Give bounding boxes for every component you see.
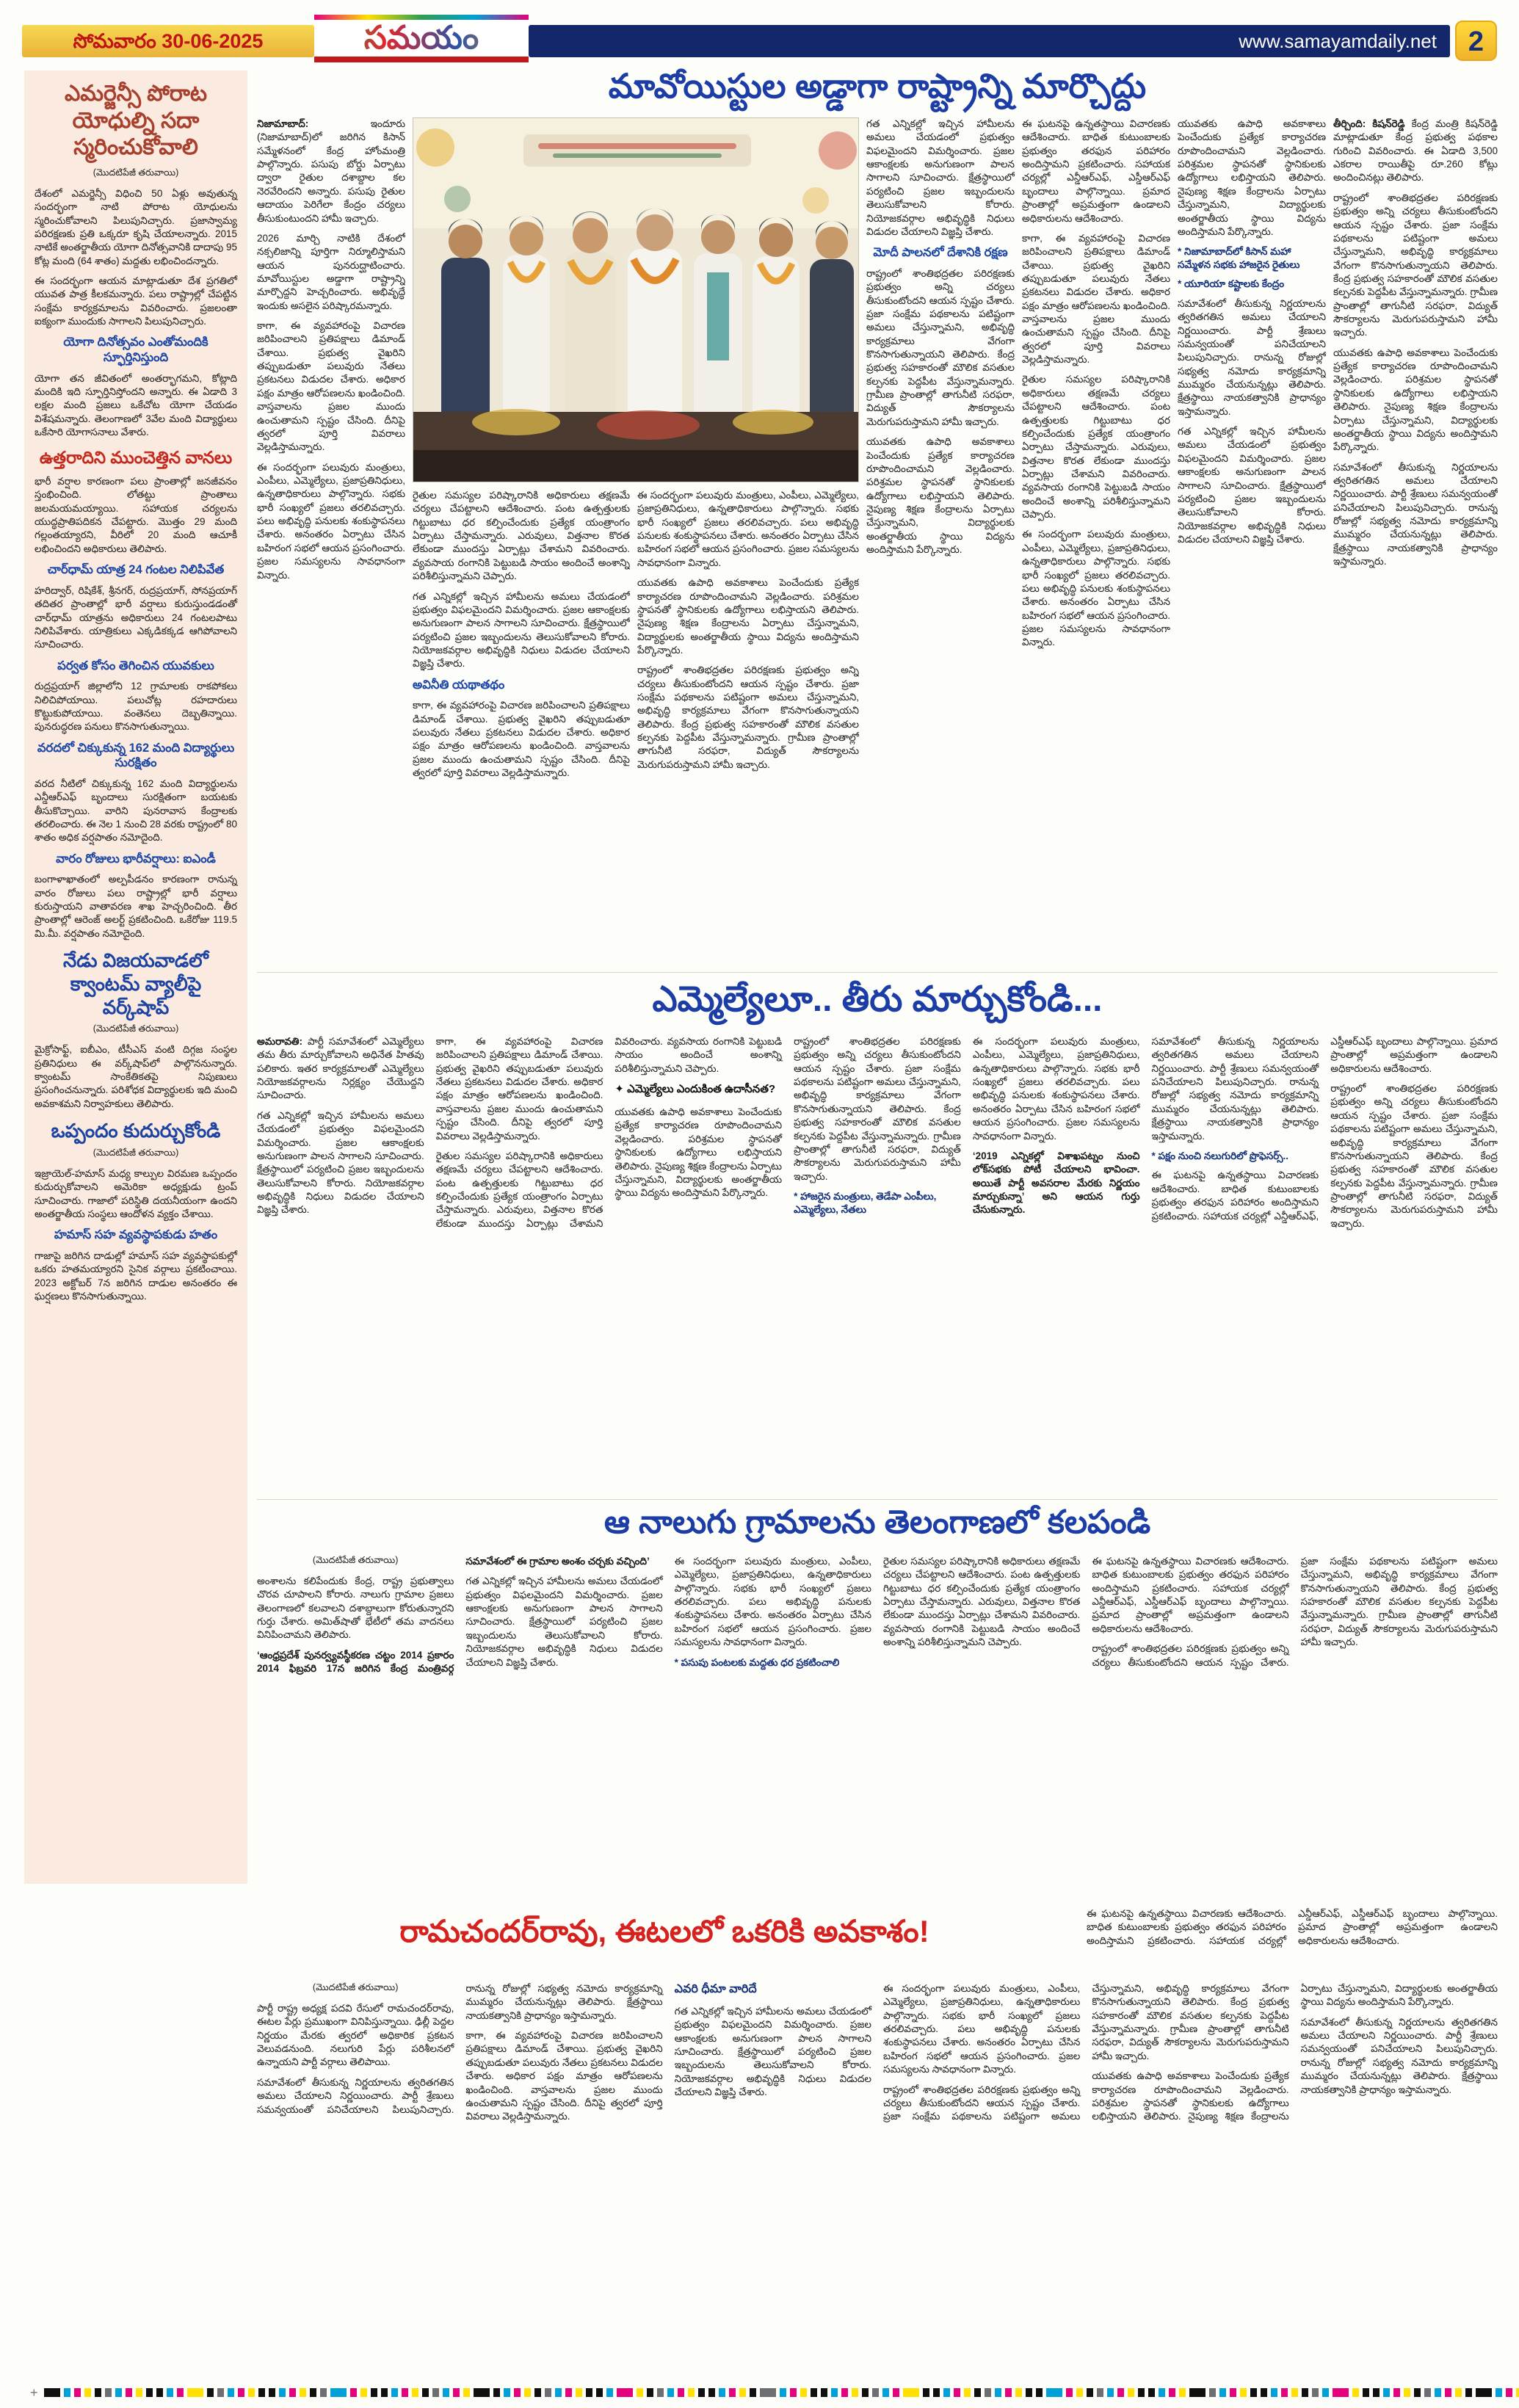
- continuation-note: (మొదటిపేజీ తరువాయి): [312, 1982, 399, 1992]
- color-mark: [1414, 2388, 1421, 2397]
- color-mark: [1281, 2388, 1288, 2397]
- body-paragraph: రాష్ట్రంలో శాంతిభద్రతల పరిరక్షణకు ప్రభుత్వం అన్ని చర్యలు తీసుకుంటోందని ఆయన స్పష్టం చేశారు. ప్రజా సంక్షేమ పథకాలను పటిష్టంగా అమలు చేస్తున్నామని, అభివృద్ధి కార్యక్రమాలు వేగంగా కొనసాగుతున్నాయని తెలిపారు. కేంద్ర ప్రభుత్వ సహకారంతో మౌలిక వసతుల కల్పనకు పెద్దపీట వేస్తున్నామన్నారు. గ్రామీణ ప్రాంతాల్లో తాగునీటి సరఫరా, విద్యుత్ సౌకర్యాలను మెరుగుపరుస్తామని హామీ ఇచ్చారు.: [637, 664, 859, 770]
- color-mark: [350, 2388, 357, 2397]
- quote-paragraph: ‘ఆంధ్రప్రదేశ్ పునర్వ్యవస్థీకరణ చట్టం 2014 ప్రకారం 2014 ఫిబ్రవరి 17న జరిగిన కేంద్ర మంత్రివర్గ సమావేశంలో ఈ గ్రామాల అంశం చర్చకు వచ్చింది’: [257, 1556, 650, 1675]
- article-headline: ఎమర్జెన్సీ పోరాట యోధుల్ని సదా స్మరించుకోవాలి: [64, 81, 208, 160]
- body-paragraph: ఈ సందర్భంగా పలువురు మంత్రులు, ఎంపీలు, ఎమ్మెల్యేలు, ప్రజాప్రతినిధులు, ఉన్నతాధికారులు పాల్గొన్నారు. సభకు భారీ సంఖ్యలో ప్రజలు తరలివచ్చారు. పలు అభివృద్ధి పనులకు శంకుస్థాపనలు చేశారు. అనంతరం ఏర్పాటు చేసిన బహిరంగ సభలో ఆయన ప్రసంగించారు. ప్రజల సమస్యలను సావధానంగా విన్నారు.: [637, 490, 859, 568]
- color-mark: [872, 2388, 879, 2397]
- body-paragraph: యువతకు ఉపాధి అవకాశాలు పెంచేందుకు ప్రత్యేక కార్యాచరణ రూపొందించామని వెల్లడించారు. పరిశ్రమల స్థాపనతో స్థానికులకు ఉద్యోగాలు లభిస్తాయని తెలిపారు. నైపుణ్య శిక్షణ కేంద్రాలను ఏర్పాటు చేస్తున్నామని, విద్యార్థులకు అంతర్జాతీయ స్థాయి విద్యను అందిస్తామని పేర్కొన్నారు.: [615, 1106, 783, 1199]
- color-mark: [985, 2388, 991, 2397]
- color-mark: [811, 2388, 817, 2397]
- bullet-line: * నిజామాబాద్‌లో కిసాన్ మహా సమ్మేళన సభకు హాజరైన రైతులు: [1178, 246, 1300, 270]
- color-mark: [1087, 2388, 1093, 2397]
- body-paragraph: యువతకు ఉపాధి అవకాశాలు పెంచేందుకు ప్రత్యేక కార్యాచరణ రూపొందించామని వెల్లడించారు. పరిశ్రమల స్థాపనతో స్థానికులకు ఉద్యోగాలు లభిస్తాయని తెలిపారు. నైపుణ్య శిక్షణ కేంద్రాలను ఏర్పాటు చేస్తున్నామని, విద్యార్థులకు అంతర్జాతీయ స్థాయి విద్యను అందిస్తామని పేర్కొన్నారు.: [637, 577, 859, 656]
- body-paragraph: రైతుల సమస్యల పరిష్కారానికి అధికారులు తక్షణమే చర్యలు చేపట్టాలని ఆదేశించారు. పంట ఉత్పత్తులకు గిట్టుబాటు ధర కల్పించేందుకు ప్రత్యేక యంత్రాంగం ఏర్పాటు చేస్తామన్నారు. ఎరువులు, విత్తనాల కొరత లేకుండా ముందస్తు ఏర్పాట్లు చేశామని వివరించారు. వ్యవసాయ రంగానికి పెట్టుబడి సాయం అందించే అంశాన్ని పరిశీలిస్తున్నామని చెప్పారు.: [1022, 374, 1170, 521]
- article-column: [637, 489, 859, 962]
- body-paragraph: ఈ సందర్భంగా పలువురు మంత్రులు, ఎంపీలు, ఎమ్మెల్యేలు, ప్రజాప్రతినిధులు, ఉన్నతాధికారులు పాల్గొన్నారు. సభకు భారీ సంఖ్యలో ప్రజలు తరలివచ్చారు. పలు అభివృద్ధి పనులకు శంకుస్థాపనలు చేశారు. అనంతరం ఏర్పాటు చేసిన బహిరంగ సభలో ఆయన ప్రసంగించారు. ప్రజల సమస్యలను సావధానంగా విన్నారు.: [972, 1036, 1140, 1142]
- body-paragraph: దేశంలో ఎమర్జెన్సీ విధించి 50 ఏళ్లు అవుతున్న సందర్భంగా నాటి పోరాట యోధులను స్మరించుకోవాలని పిలుపునిచ్చారు. ప్రజాస్వామ్య పరిరక్షణకు ప్రతి ఒక్కరూ కృషి చేయాలన్నారు. 2015 నాటికే అంతర్జాతీయ యోగా దినోత్సవానికి దాదాపు 95 కోట్ల మంది (64 శాతం) మద్దతు లభించిందన్నారు.: [35, 187, 237, 266]
- body-paragraph: ఈ సందర్భంగా పలువురు మంత్రులు, ఎంపీలు, ఎమ్మెల్యేలు, ప్రజాప్రతినిధులు, ఉన్నతాధికారులు పాల్గొన్నారు. సభకు భారీ సంఖ్యలో ప్రజలు తరలివచ్చారు. పలు అభివృద్ధి పనులకు శంకుస్థాపనలు చేశారు. అనంతరం ఏర్పాటు చేసిన బహిరంగ సభలో ఆయన ప్రసంగించారు. ప్రజల సమస్యలను సావధానంగా విన్నారు.: [882, 1983, 1081, 2075]
- color-mark: [657, 2388, 664, 2397]
- color-mark: [964, 2388, 971, 2397]
- article-column: [1333, 117, 1498, 962]
- color-mark: [617, 2388, 633, 2397]
- color-mark: [1445, 2388, 1451, 2397]
- body-paragraph: గాజాపై జరిగిన దాడుల్లో హమాస్ సహ వ్యవస్థాపకుల్లో ఒకరు హతమయ్యారని సైనిక వర్గాలు ప్రకటించాయి. 2023 అక్టోబర్ 7న జరిగిన దాడుల అనంతరం ఈ ఘర్షణలు కొనసాగుతున్నాయి.: [35, 1250, 237, 1302]
- color-mark: [719, 2388, 725, 2397]
- body-paragraph: సమావేశంలో తీసుకున్న నిర్ణయాలను త్వరితగతిన అమలు చేయాలని నిర్ణయించారు. పార్టీ శ్రేణులు సమన్వయంతో పనిచేయాలని పిలుపునిచ్చారు. రానున్న రోజుల్లో సభ్యత్వ నమోదు కార్యక్రమాన్ని ముమ్మరం చేయనున్నట్లు తెలిపారు. క్షేత్రస్థాయి నాయకత్వానికి ప్రాధాన్యం ఇస్తామన్నారు.: [1178, 297, 1326, 417]
- article-headline: నేడు విజయవాడలో క్వాంటమ్ వ్యాలీపై వర్క్‌షాప్: [63, 949, 209, 1018]
- color-mark: [729, 2388, 736, 2397]
- color-mark: [320, 2388, 327, 2397]
- color-mark: [156, 2388, 163, 2397]
- color-mark: [279, 2388, 286, 2397]
- body-paragraph: యువతకు ఉపాధి అవకాశాలు పెంచేందుకు ప్రత్యేక కార్యాచరణ రూపొందించామని వెల్లడించారు. పరిశ్రమల స్థాపనతో స్థానికులకు ఉద్యోగాలు లభిస్తాయని తెలిపారు. నైపుణ్య శిక్షణ కేంద్రాలను ఏర్పాటు చేస్తున్నామని, విద్యార్థులకు అంతర్జాతీయ స్థాయి విద్యను అందిస్తామని పేర్కొన్నారు.: [1178, 118, 1326, 237]
- color-mark: [1496, 2388, 1502, 2397]
- body-paragraph: కాగా, ఈ వ్యవహారంపై విచారణ జరిపించాలని ప్రతిపక్షాలు డిమాండ్ చేశాయి. ప్రభుత్వ వైఖరిని తప్పుబడుతూ పలువురు నేతలు ప్రకటనలు విడుదల చేశారు. అధికార పక్షం మాత్రం ఆరోపణలను ఖండించింది. వాస్తవాలను ప్రజల ముందు ఉంచుతామని స్పష్టం చేసింది. దీనిపై త్వరలో పూర్తి వివరాలు వెల్లడిస్తామన్నారు.: [413, 700, 630, 779]
- article-headline: రామచందర్‌రావు, ఈటలలో ఒకరికి అవకాశం!: [399, 1914, 929, 1948]
- color-mark: [504, 2388, 510, 2397]
- color-mark: [739, 2388, 746, 2397]
- body-paragraph: గత ఎన్నికల్లో ఇచ్చిన హామీలను అమలు చేయడంలో ప్రభుత్వం విఫలమైందని విమర్శించారు. ప్రజల ఆకాంక్షలకు అనుగుణంగా పాలన సాగాలని సూచించారు. క్షేత్రస్థాయిలో పర్యటించి ప్రజల ఇబ్బందులను తెలుసుకోవాలని కోరారు. నియోజకవర్గాల అభివృద్ధికి నిధులు విడుదల చేయాలని విజ్ఞప్తి చేశారు.: [413, 590, 630, 670]
- body-paragraph: భారీ వర్షాల కారణంగా పలు ప్రాంతాల్లో జనజీవనం స్తంభించింది. లోతట్టు ప్రాంతాలు జలమయమయ్యాయి. సహాయక చర్యలను యుద్ధప్రాతిపదికన చేపట్టారు. మొత్తం 29 మంది గల్లంతయ్యారని, వీరిలో 20 మంది ఆచూకీ లభించిందని అధికారులు తెలిపారు.: [35, 476, 237, 554]
- body-paragraph: రాష్ట్రంలో శాంతిభద్రతల పరిరక్షణకు ప్రభుత్వం అన్ని చర్యలు తీసుకుంటోందని ఆయన స్పష్టం చేశారు. ప్రజా సంక్షేమ పథకాలను పటిష్టంగా అమలు చేస్తున్నామని, అభివృద్ధి కార్యక్రమాలు వేగంగా కొనసాగుతున్నాయని తెలిపారు. కేంద్ర ప్రభుత్వ సహకారంతో మౌలిక వసతుల కల్పనకు పెద్దపీట వేస్తున్నామన్నారు. గ్రామీణ ప్రాంతాల్లో తాగునీటి సరఫరా, విద్యుత్ సౌకర్యాలను మెరుగుపరుస్తామని హామీ ఇచ్చారు.: [1333, 192, 1498, 338]
- color-mark: [800, 2388, 807, 2397]
- body-paragraph: మైక్రోసాఫ్ట్, ఐబీఎం, టీసీఎస్ వంటి దిగ్గజ సంస్థల ప్రతినిధులు ఈ వర్క్‌షాప్‌లో పాల్గొననున్నారు. క్వాంటమ్ సాంకేతికతపై నిపుణులు ప్రసంగించనున్నారు. పరిశోధక విద్యార్థులకు ఇది మంచి అవకాశమని నిర్వాహకులు తెలిపారు.: [35, 1044, 237, 1109]
- body-paragraph: యోగా తన జీవితంలో అంతర్భాగమని, కోట్లాది మందికి ఇది స్ఫూర్తినిస్తోందని అన్నారు. ఈ ఏడాది 3 లక్షల మంది ప్రజలు ఒకేచోట యోగా చేయడం విశేషమన్నారు. తెలంగాణలో 3వేల మంది విద్యార్థులు ఒకేసారి యోగాసనాలు వేశారు.: [35, 372, 237, 438]
- color-mark: [64, 2388, 70, 2397]
- continuation-note: (మొదటిపేజీ తరువాయి): [312, 1555, 399, 1565]
- color-mark: [606, 2388, 613, 2397]
- color-mark: [1404, 2388, 1410, 2397]
- website-bar: [529, 25, 1450, 57]
- color-mark: [238, 2388, 244, 2397]
- article-body: [257, 1555, 1498, 1901]
- subheading: యోగా దినోత్సవం ఎంతోమందికి స్ఫూర్తినిస్తుంది: [63, 336, 209, 364]
- color-mark: [1261, 2388, 1267, 2397]
- masthead-stripe: [314, 15, 529, 20]
- body-paragraph: రాష్ట్రంలో శాంతిభద్రతల పరిరక్షణకు ప్రభుత్వం అన్ని చర్యలు తీసుకుంటోందని ఆయన స్పష్టం చేశారు. ప్రజా సంక్షేమ పథకాలను పటిష్టంగా అమలు చేస్తున్నామని, అభివృద్ధి కార్యక్రమాలు వేగంగా కొనసాగుతున్నాయని తెలిపారు. కేంద్ర ప్రభుత్వ సహకారంతో మౌలిక వసతుల కల్పనకు పెద్దపీట వేస్తున్నామన్నారు. గ్రామీణ ప్రాంతాల్లో తాగునీటి సరఫరా, విద్యుత్ సౌకర్యాలను మెరుగుపరుస్తామని హామీ ఇచ్చారు.: [882, 1983, 1289, 2122]
- lead-photo: [413, 117, 859, 482]
- color-mark: [453, 2388, 460, 2397]
- body-paragraph: ఈ సందర్భంగా పలువురు మంత్రులు, ఎంపీలు, ఎమ్మెల్యేలు, ప్రజాప్రతినిధులు, ఉన్నతాధికారులు పాల్గొన్నారు. సభకు భారీ సంఖ్యలో ప్రజలు తరలివచ్చారు. పలు అభివృద్ధి పనులకు శంకుస్థాపనలు చేశారు. అనంతరం ఏర్పాటు చేసిన బహిరంగ సభలో ఆయన ప్రసంగించారు. ప్రజల సమస్యలను సావధానంగా విన్నారు.: [1022, 529, 1170, 648]
- color-mark: [84, 2388, 91, 2397]
- color-mark: [647, 2388, 653, 2397]
- color-mark: [402, 2388, 408, 2397]
- body-paragraph: పార్టీ రాష్ట్ర అధ్యక్ష పదవి రేసులో రామచందర్‌రావు, ఈటల పేర్లు ప్రముఖంగా వినిపిస్తున్నాయి. ఢిల్లీ పెద్దల నిర్ణయం మేరకు త్వరలో అధికారిక ప్రకటన వెలువడనుంది. నలుగురి పేర్లు పరిశీలనలో ఉన్నాయని పార్టీ వర్గాలు తెలిపాయి.: [257, 2003, 454, 2068]
- color-mark: [1271, 2388, 1277, 2397]
- color-mark: [1291, 2388, 1298, 2397]
- color-mark: [1138, 2388, 1145, 2397]
- color-mark: [391, 2388, 398, 2397]
- body-paragraph: కాగా, ఈ వ్యవహారంపై విచారణ జరిపించాలని ప్రతిపక్షాలు డిమాండ్ చేశాయి. ప్రభుత్వ వైఖరిని తప్పుబడుతూ పలువురు నేతలు ప్రకటనలు విడుదల చేశారు. అధికార పక్షం మాత్రం ఆరోపణలను ఖండించింది. వాస్తవాలను ప్రజల ముందు ఉంచుతామని స్పష్టం చేసింది. దీనిపై త్వరలో పూర్తి వివరాలు వెల్లడిస్తామన్నారు.: [465, 2030, 663, 2122]
- article-headline: ఆ నాలుగు గ్రామాలను తెలంగాణలో కలపండి: [603, 1504, 1151, 1540]
- masthead-stripe: [314, 57, 529, 62]
- color-mark: [187, 2388, 203, 2397]
- color-mark: [1066, 2388, 1073, 2397]
- lead-paragraph: అమరావతి: పార్టీ సమావేశంలో ఎమ్మెల్యేలు తమ తీరు మార్చుకోవాలని అధినేత హితవు పలికారు. ఇతర కార్యక్రమాలతో ఎమ్మెల్యేలు నియోజకవర్గాలను నిర్లక్ష్యం చేయొద్దని సూచించారు.: [257, 1036, 424, 1101]
- color-mark: [1230, 2388, 1236, 2397]
- color-mark: [1506, 2388, 1512, 2397]
- color-mark: [1148, 2388, 1155, 2397]
- color-mark: [432, 2388, 439, 2397]
- color-mark: [974, 2388, 981, 2397]
- color-mark: [995, 2388, 1001, 2397]
- continuation-note: (మొదటిపేజీ తరువాయి): [93, 1023, 179, 1034]
- body-paragraph: సమావేశంలో తీసుకున్న నిర్ణయాలను త్వరితగతిన అమలు చేయాలని నిర్ణయించారు. పార్టీ శ్రేణులు సమన్వయంతో పనిచేయాలని పిలుపునిచ్చారు. రానున్న రోజుల్లో సభ్యత్వ నమోదు కార్యక్రమాన్ని ముమ్మరం చేయనున్నట్లు తెలిపారు. క్షేత్రస్థాయి నాయకత్వానికి ప్రాధాన్యం ఇస్తామన్నారు.: [1333, 461, 1498, 567]
- article-column: [1022, 117, 1170, 962]
- color-mark: [1322, 2388, 1329, 2397]
- body-paragraph: సమావేశంలో తీసుకున్న నిర్ణయాలను త్వరితగతిన అమలు చేయాలని నిర్ణయించారు. పార్టీ శ్రేణులు సమన్వయంతో పనిచేయాలని పిలుపునిచ్చారు. రానున్న రోజుల్లో సభ్యత్వ నమోదు కార్యక్రమాన్ని ముమ్మరం చేయనున్నట్లు తెలిపారు. క్షేత్రస్థాయి నాయకత్వానికి ప్రాధాన్యం ఇస్తామన్నారు.: [257, 1983, 663, 2115]
- color-mark: [524, 2388, 531, 2397]
- body-paragraph: ఈ సందర్భంగా పలువురు మంత్రులు, ఎంపీలు, ఎమ్మెల్యేలు, ప్రజాప్రతినిధులు, ఉన్నతాధికారులు పాల్గొన్నారు. సభకు భారీ సంఖ్యలో ప్రజలు తరలివచ్చారు. పలు అభివృద్ధి పనులకు శంకుస్థాపనలు చేశారు. అనంతరం ఏర్పాటు చేసిన బహిరంగ సభలో ఆయన ప్రసంగించారు. ప్రజల సమస్యలను సావధానంగా విన్నారు.: [674, 1556, 871, 1648]
- color-mark: [698, 2388, 705, 2397]
- color-mark: [248, 2388, 255, 2397]
- color-mark: [1312, 2388, 1319, 2397]
- color-mark: [534, 2388, 541, 2397]
- body-paragraph: హరిద్వార్, రిషికేశ్, శ్రీనగర్, రుద్రప్రయాగ్, సోనప్రయాగ్ తదితర ప్రాంతాల్లో భారీ వర్షాలు కురుస్తుండడంతో చార్‌ధామ్ యాత్రను అధికారులు 24 గంటలపాటు నిలిపివేశారు. యాత్రికులు ఎక్కడికక్కడ ఆగిపోవాలని సూచించారు.: [35, 584, 237, 650]
- color-mark: [1393, 2388, 1400, 2397]
- article-body: [257, 1982, 1498, 2379]
- color-mark: [1097, 2388, 1103, 2397]
- color-mark: [555, 2388, 562, 2397]
- color-mark: [1435, 2388, 1441, 2397]
- color-mark: [903, 2388, 919, 2397]
- color-mark: [136, 2388, 142, 2397]
- color-mark: [300, 2388, 306, 2397]
- subheading: వారం రోజులు భారీవర్షాలు: ఐఎండీ: [56, 852, 216, 866]
- color-mark: [545, 2388, 551, 2397]
- subheading: ఎవరి ధీమా వారిదే: [674, 1983, 757, 1995]
- color-mark: [493, 2388, 500, 2397]
- article-column: [866, 117, 1015, 962]
- color-mark: [289, 2388, 296, 2397]
- color-mark: [1005, 2388, 1012, 2397]
- color-mark: [1169, 2388, 1175, 2397]
- color-mark: [933, 2388, 940, 2397]
- color-mark: [1117, 2388, 1124, 2397]
- color-mark: [44, 2388, 60, 2397]
- article-headline: ఒప్పందం కుదుర్చుకోండి: [51, 1120, 221, 1142]
- subheading: అవినీతి యథాతథం: [413, 678, 505, 692]
- body-paragraph: సమావేశంలో తీసుకున్న నిర్ణయాలను త్వరితగతిన అమలు చేయాలని నిర్ణయించారు. పార్టీ శ్రేణులు సమన్వయంతో పనిచేయాలని పిలుపునిచ్చారు. రానున్న రోజుల్లో సభ్యత్వ నమోదు కార్యక్రమాన్ని ముమ్మరం చేయనున్నట్లు తెలిపారు. క్షేత్రస్థాయి నాయకత్వానికి ప్రాధాన్యం ఇస్తామన్నారు.: [1300, 2016, 1498, 2095]
- color-mark: [1036, 2388, 1043, 2397]
- dateline: తీర్చింది: కిషన్‌రెడ్డి: [1333, 118, 1412, 129]
- color-mark: [1465, 2388, 1472, 2397]
- body-paragraph: అంశాలను కలిపేందుకు కేంద్ర, రాష్ట్ర ప్రభుత్వాలు చొరవ చూపాలని కోరారు. నాలుగు గ్రామాల ప్రజలు తెలంగాణలో కలవాలని దశాబ్దాలుగా కోరుతున్నారని గుర్తు చేశారు. అమిత్‌షాతో భేటీలో తమ వాదనలు వినిపించామని తెలిపారు.: [257, 1575, 454, 1641]
- bullet-line: * హాజరైన మంత్రులు, తెడేపా ఎంపీలు, ఎమ్మెల్యేలు, నేతలు: [794, 1190, 937, 1215]
- article-headline: ఎమ్మెల్యేలూ.. తీరు మార్చుకోండి...: [652, 980, 1103, 1019]
- color-mark: [862, 2388, 869, 2397]
- article-body-continuation: [1087, 1907, 1498, 1976]
- color-mark: [1476, 2388, 1492, 2397]
- color-mark: [1189, 2388, 1206, 2397]
- bullet-line: * పక్షం నుంచి నలుగురిలో ప్రొఫెసర్స్..: [1151, 1150, 1288, 1161]
- registration-cross: +: [30, 2385, 38, 2400]
- body-paragraph: ఈ ఘటనపై ఉన్నతస్థాయి విచారణకు ఆదేశించారు. బాధిత కుటుంబాలకు ప్రభుత్వం తరఫున పరిహారం అందిస్తామని ప్రకటించారు. సహాయక చర్యల్లో ఎన్డీఆర్ఎఫ్, ఎస్డీఆర్ఎఫ్ బృందాలు పాల్గొన్నాయి. ప్రమాద ప్రాంతాల్లో అప్రమత్తంగా ఉండాలని అధికారులను ఆదేశించారు.: [1092, 1556, 1289, 1634]
- color-mark: [565, 2388, 572, 2397]
- color-mark: [126, 2388, 132, 2397]
- lead-paragraph: తీర్చింది: కిషన్‌రెడ్డి కేంద్ర మంత్రి కిషన్‌రెడ్డి మాట్లాడుతూ కేంద్ర ప్రభుత్వ పథకాల గురించి వివరించారు. ఈ ఏడాది 3,500 ఎకరాల రాయితీపై రూ.260 కోట్లు అందించినట్లు తెలిపారు.: [1333, 118, 1498, 184]
- color-mark: [74, 2388, 81, 2397]
- body-paragraph: వరద నీటిలో చిక్కుకున్న 162 మంది విద్యార్థులను ఎన్డీఆర్ఎఫ్ బృందాలు సురక్షితంగా బయటకు తీసుకొచ్చాయి. వారిని పునరావాస కేంద్రాలకు తరలించారు. ఈ నెల 1 నుంచి 28 వరకు రాష్ట్రంలో 80 శాతం అధిక వర్షపాతం నమోదైంది.: [35, 777, 237, 844]
- color-mark: [1240, 2388, 1247, 2397]
- color-mark: [1424, 2388, 1431, 2397]
- color-mark: [750, 2388, 756, 2397]
- color-mark: [821, 2388, 827, 2397]
- body-paragraph: యువతకు ఉపాధి అవకాశాలు పెంచేందుకు ప్రత్యేక కార్యాచరణ రూపొందించామని వెల్లడించారు. పరిశ్రమల స్థాపనతో స్థానికులకు ఉద్యోగాలు లభిస్తాయని తెలిపారు. నైపుణ్య శిక్షణ కేంద్రాలను ఏర్పాటు చేస్తున్నామని, విద్యార్థులకు అంతర్జాతీయ స్థాయి విద్యను అందిస్తామని పేర్కొన్నారు.: [1092, 1983, 1498, 2122]
- color-mark: [360, 2388, 367, 2397]
- lead-paragraph: నిజామాబాద్: ఇందూరు (నిజామాబాద్)లో జరిగిన కిసాన్ సమ్మేళనంలో కేంద్ర హోంమంత్రి పాల్గొన్నారు. పసుపు బోర్డు ఏర్పాటు ద్వారా రైతుల దశాబ్దాల కల నెరవేరిందని అన్నారు. పసుపు రైతుల ఆదాయం పెరిగేలా కేంద్రం చర్యలు తీసుకుంటుందని హామీ ఇచ్చారు.: [257, 118, 405, 224]
- body-paragraph: ఈ సందర్భంగా ఆయన మాట్లాడుతూ దేశ ప్రగతిలో యువత పాత్ర కీలకమన్నారు. పలు రాష్ట్రాల్లో చేపట్టిన సంక్షేమ కార్యక్రమాలను వివరించారు. ప్రజలంతా ఐక్యంగా ముందుకు సాగాలని పిలుపునిచ్చారు.: [35, 275, 237, 327]
- masthead: [314, 15, 529, 68]
- article-body: [257, 1035, 1498, 1482]
- color-mark: [1333, 2388, 1349, 2397]
- dateline: అమరావతి:: [257, 1036, 308, 1047]
- color-mark: [258, 2388, 265, 2397]
- dateline: నిజామాబాద్:: [257, 118, 371, 129]
- color-mark: [1026, 2388, 1032, 2397]
- color-mark: [1373, 2388, 1380, 2397]
- body-paragraph: యువతకు ఉపాధి అవకాశాలు పెంచేందుకు ప్రత్యేక కార్యాచరణ రూపొందించామని వెల్లడించారు. పరిశ్రమల స్థాపనతో స్థానికులకు ఉద్యోగాలు లభిస్తాయని తెలిపారు. నైపుణ్య శిక్షణ కేంద్రాలను ఏర్పాటు చేస్తున్నామని, విద్యార్థులకు అంతర్జాతీయ స్థాయి విద్యను అందిస్తామని పేర్కొన్నారు.: [866, 436, 1015, 556]
- color-mark: [1250, 2388, 1257, 2397]
- color-mark: [667, 2388, 674, 2397]
- section-divider: [257, 1499, 1498, 1500]
- color-mark: [217, 2388, 224, 2397]
- color-mark: [474, 2388, 490, 2397]
- bullet-line: * యూరియా కష్టాలకు కేంద్రం: [1178, 278, 1285, 290]
- color-mark: [1128, 2388, 1134, 2397]
- body-paragraph: యువతకు ఉపాధి అవకాశాలు పెంచేందుకు ప్రత్యేక కార్యాచరణ రూపొందించామని వెల్లడించారు. పరిశ్రమల స్థాపనతో స్థానికులకు ఉద్యోగాలు లభిస్తాయని తెలిపారు. నైపుణ్య శిక్షణ కేంద్రాలను ఏర్పాటు చేస్తున్నామని, విద్యార్థులకు అంతర్జాతీయ స్థాయి విద్యను అందిస్తామని పేర్కొన్నారు.: [1333, 347, 1498, 453]
- subheading: చార్‌ధామ్ యాత్ర 24 గంటల నిలిపివేత: [47, 563, 225, 577]
- color-mark: [310, 2388, 316, 2397]
- color-mark: [688, 2388, 695, 2397]
- body-paragraph: రాష్ట్రంలో శాంతిభద్రతల పరిరక్షణకు ప్రభుత్వం అన్ని చర్యలు తీసుకుంటోందని ఆయన స్పష్టం చేశారు. ప్రజా సంక్షేమ పథకాలను పటిష్టంగా అమలు చేస్తున్నామని, అభివృద్ధి కార్యక్రమాలు వేగంగా కొనసాగుతున్నాయని తెలిపారు. కేంద్ర ప్రభుత్వ సహకారంతో మౌలిక వసతుల కల్పనకు పెద్దపీట వేస్తున్నామన్నారు. గ్రామీణ ప్రాంతాల్లో తాగునీటి సరఫరా, విద్యుత్ సౌకర్యాలను మెరుగుపరుస్తామని హామీ ఇచ్చారు.: [866, 267, 1015, 427]
- section-heading: ఉత్తరాదిని ముంచెత్తిన వానలు: [39, 448, 233, 468]
- body-paragraph: రుద్రప్రయాగ్ జిల్లాలోని 12 గ్రామాలకు రాకపోకలు నిలిచిపోయాయి. పలుచోట్ల రహదారులు కొట్టుకుపోయాయి. వంతెనలు దెబ్బతిన్నాయి. పునరుద్ధరణ పనులు కొనసాగుతున్నాయి.: [35, 681, 237, 733]
- color-mark: [381, 2388, 388, 2397]
- color-mark: [576, 2388, 582, 2397]
- body-paragraph: ఇజ్రాయెల్-హమాస్ మధ్య కాల్పుల విరమణ ఒప్పందం కుదుర్చుకోవాలని అమెరికా అధ్యక్షుడు ట్రంప్ సూచించారు. గాజాలో పరిస్థితి దయనీయంగా ఉందని అంతర్జాతీయ సంస్థలు ఆందోళన వ్యక్తం చేశాయి.: [35, 1167, 237, 1219]
- body-paragraph: రాష్ట్రంలో శాంతిభద్రతల పరిరక్షణకు ప్రభుత్వం అన్ని చర్యలు తీసుకుంటోందని ఆయన స్పష్టం చేశారు. ప్రజా సంక్షేమ పథకాలను పటిష్టంగా అమలు చేస్తున్నామని, అభివృద్ధి కార్యక్రమాలు వేగంగా కొనసాగుతున్నాయని తెలిపారు. కేంద్ర ప్రభుత్వ సహకారంతో మౌలిక వసతుల కల్పనకు పెద్దపీట వేస్తున్నామన్నారు. గ్రామీణ ప్రాంతాల్లో తాగునీటి సరఫరా, విద్యుత్ సౌకర్యాలను మెరుగుపరుస్తామని హామీ ఇచ్చారు.: [794, 1036, 961, 1182]
- photo-illustration: [413, 118, 859, 482]
- body-paragraph: రాష్ట్రంలో శాంతిభద్రతల పరిరక్షణకు ప్రభుత్వం అన్ని చర్యలు తీసుకుంటోందని ఆయన స్పష్టం చేశారు. ప్రజా సంక్షేమ పథకాలను పటిష్టంగా అమలు చేస్తున్నామని, అభివృద్ధి కార్యక్రమాలు వేగంగా కొనసాగుతున్నాయని తెలిపారు. కేంద్ర ప్రభుత్వ సహకారంతో మౌలిక వసతుల కల్పనకు పెద్దపీట వేస్తున్నామన్నారు. గ్రామీణ ప్రాంతాల్లో తాగునీటి సరఫరా, విద్యుత్ సౌకర్యాలను మెరుగుపరుస్తామని హామీ ఇచ్చారు.: [1330, 1083, 1498, 1229]
- color-mark: [954, 2388, 960, 2397]
- date-box: సోమవారం 30-06-2025: [22, 25, 314, 57]
- color-mark: [443, 2388, 449, 2397]
- continuation-note: (మొదటిపేజీ తరువాయి): [93, 1147, 179, 1158]
- color-mark: [330, 2388, 347, 2397]
- color-mark: [422, 2388, 429, 2397]
- color-mark: [760, 2388, 776, 2397]
- body-paragraph: కాగా, ఈ వ్యవహారంపై విచారణ జరిపించాలని ప్రతిపక్షాలు డిమాండ్ చేశాయి. ప్రభుత్వ వైఖరిని తప్పుబడుతూ పలువురు నేతలు ప్రకటనలు విడుదల చేశారు. అధికార పక్షం మాత్రం ఆరోపణలను ఖండించింది. వాస్తవాలను ప్రజల ముందు ఉంచుతామని స్పష్టం చేసింది. దీనిపై త్వరలో పూర్తి వివరాలు వెల్లడిస్తామన్నారు.: [435, 1036, 603, 1142]
- body-paragraph: గత ఎన్నికల్లో ఇచ్చిన హామీలను అమలు చేయడంలో ప్రభుత్వం విఫలమైందని విమర్శించారు. ప్రజల ఆకాంక్షలకు అనుగుణంగా పాలన సాగాలని సూచించారు. క్షేత్రస్థాయిలో పర్యటించి ప్రజల ఇబ్బందులను తెలుసుకోవాలని కోరారు. నియోజకవర్గాల అభివృద్ధికి నిధులు విడుదల చేయాలని విజ్ఞప్తి చేశారు.: [257, 1109, 424, 1216]
- color-mark: [167, 2388, 173, 2397]
- body-paragraph: రైతుల సమస్యల పరిష్కారానికి అధికారులు తక్షణమే చర్యలు చేపట్టాలని ఆదేశించారు. పంట ఉత్పత్తులకు గిట్టుబాటు ధర కల్పించేందుకు ప్రత్యేక యంత్రాంగం ఏర్పాటు చేస్తామన్నారు. ఎరువులు, విత్తనాల కొరత లేకుండా ముందస్తు ఏర్పాట్లు చేశామని వివరించారు. వ్యవసాయ రంగానికి పెట్టుబడి సాయం అందించే అంశాన్ని పరిశీలిస్తున్నామని చెప్పారు.: [435, 1036, 783, 1229]
- quote-paragraph: ‘2019 ఎన్నికల్లో విశాఖపట్నం నుంచి లోక్‌సభకు పోటీ చేయాలని భావించా. అయితే పార్టీ అవసరాల మేరకు నిర్ణయం మార్చుకున్నా’ అని ఆయన గుర్తు చేసుకున్నారు.: [972, 1150, 1140, 1216]
- color-mark: [780, 2388, 786, 2397]
- color-mark: [269, 2388, 275, 2397]
- body-paragraph: రైతుల సమస్యల పరిష్కారానికి అధికారులు తక్షణమే చర్యలు చేపట్టాలని ఆదేశించారు. పంట ఉత్పత్తులకు గిట్టుబాటు ధర కల్పించేందుకు ప్రత్యేక యంత్రాంగం ఏర్పాటు చేస్తామన్నారు. ఎరువులు, విత్తనాల కొరత లేకుండా ముందస్తు ఏర్పాట్లు చేశామని వివరించారు. వ్యవసాయ రంగానికి పెట్టుబడి సాయం అందించే అంశాన్ని పరిశీలిస్తున్నామని చెప్పారు.: [882, 1556, 1081, 1648]
- color-mark: [831, 2388, 838, 2397]
- section-divider: [257, 972, 1498, 973]
- boxed-subheading: ✦ ఎమ్మెల్యేలు ఎందుకింత ఉదాసీనత?: [615, 1083, 776, 1096]
- continuation-note: (మొదటిపేజీ తరువాయి): [93, 167, 179, 178]
- color-mark: [463, 2388, 470, 2397]
- color-mark: [1107, 2388, 1114, 2397]
- color-mark: [637, 2388, 643, 2397]
- page-header: [22, 18, 1497, 65]
- body-paragraph: కాగా, ఈ వ్యవహారంపై విచారణ జరిపించాలని ప్రతిపక్షాలు డిమాండ్ చేశాయి. ప్రభుత్వ వైఖరిని తప్పుబడుతూ పలువురు నేతలు ప్రకటనలు విడుదల చేశారు. అధికార పక్షం మాత్రం ఆరోపణలను ఖండించింది. వాస్తవాలను ప్రజల ముందు ఉంచుతామని స్పష్టం చేసింది. దీనిపై త్వరలో పూర్తి వివరాలు వెల్లడిస్తామన్నారు.: [257, 320, 405, 453]
- color-mark: [371, 2388, 377, 2397]
- body-paragraph: కాగా, ఈ వ్యవహారంపై విచారణ జరిపించాలని ప్రతిపక్షాలు డిమాండ్ చేశాయి. ప్రభుత్వ వైఖరిని తప్పుబడుతూ పలువురు నేతలు ప్రకటనలు విడుదల చేశారు. అధికార పక్షం మాత్రం ఆరోపణలను ఖండించింది. వాస్తవాలను ప్రజల ముందు ఉంచుతామని స్పష్టం చేసింది. దీనిపై త్వరలో పూర్తి వివరాలు వెల్లడిస్తామన్నారు.: [1022, 232, 1170, 366]
- body-paragraph: రాష్ట్రంలో శాంతిభద్రతల పరిరక్షణకు ప్రభుత్వం అన్ని చర్యలు తీసుకుంటోందని ఆయన స్పష్టం చేశారు. ప్రజా సంక్షేమ పథకాలను పటిష్టంగా అమలు చేస్తున్నామని, అభివృద్ధి కార్యక్రమాలు వేగంగా కొనసాగుతున్నాయని తెలిపారు. కేంద్ర ప్రభుత్వ సహకారంతో మౌలిక వసతుల కల్పనకు పెద్దపీట వేస్తున్నామన్నారు. గ్రామీణ ప్రాంతాల్లో తాగునీటి సరఫరా, విద్యుత్ సౌకర్యాలను మెరుగుపరుస్తామని హామీ ఇచ్చారు.: [1092, 1556, 1498, 1668]
- subheading: హమాస్ సహ వ్యవస్థాపకుడు హతం: [54, 1228, 218, 1242]
- body-paragraph: ఈ సందర్భంగా పలువురు మంత్రులు, ఎంపీలు, ఎమ్మెల్యేలు, ప్రజాప్రతినిధులు, ఉన్నతాధికారులు పాల్గొన్నారు. సభకు భారీ సంఖ్యలో ప్రజలు తరలివచ్చారు. పలు అభివృద్ధి పనులకు శంకుస్థాపనలు చేశారు. అనంతరం ఏర్పాటు చేసిన బహిరంగ సభలో ఆయన ప్రసంగించారు. ప్రజల సమస్యలను సావధానంగా విన్నారు.: [257, 461, 405, 581]
- color-mark: [790, 2388, 797, 2397]
- color-mark: [1455, 2388, 1462, 2397]
- body-paragraph: గత ఎన్నికల్లో ఇచ్చిన హామీలను అమలు చేయడంలో ప్రభుత్వం విఫలమైందని విమర్శించారు. ప్రజల ఆకాంక్షలకు అనుగుణంగా పాలన సాగాలని సూచించారు. క్షేత్రస్థాయిలో పర్యటించి ప్రజల ఇబ్బందులను తెలుసుకోవాలని కోరారు. నియోజకవర్గాల అభివృద్ధికి నిధులు విడుదల చేయాలని విజ్ఞప్తి చేశారు.: [465, 1575, 663, 1668]
- subheading: పర్వత కోసం తెగించిన యువకులు: [57, 659, 214, 672]
- body-paragraph: బంగాళాఖాతంలో అల్పపీడనం కారణంగా రానున్న వారం రోజులు పలు రాష్ట్రాల్లో భారీ వర్షాలు కురుస్తాయని వాతావరణ శాఖ హెచ్చరించింది. తీర ప్రాంతాల్లో ఆరెంజ్ అలర్ట్ ప్రకటించింది. ఒకేరోజు 119.5 మి.మీ. వర్షపాతం నమోదైంది.: [35, 874, 237, 939]
- color-mark: [1302, 2388, 1308, 2397]
- color-mark: [1209, 2388, 1216, 2397]
- color-mark: [893, 2388, 899, 2397]
- color-mark: [1046, 2388, 1062, 2397]
- color-mark: [1159, 2388, 1165, 2397]
- body-paragraph: ఈ ఘటనపై ఉన్నతస్థాయి విచారణకు ఆదేశించారు. బాధిత కుటుంబాలకు ప్రభుత్వం తరఫున పరిహారం అందిస్తామని ప్రకటించారు. సహాయక చర్యల్లో ఎన్డీఆర్ఎఫ్, ఎస్డీఆర్ఎఫ్ బృందాలు పాల్గొన్నాయి. ప్రమాద ప్రాంతాల్లో అప్రమత్తంగా ఉండాలని అధికారులను ఆదేశించారు.: [1151, 1036, 1498, 1222]
- color-mark: [177, 2388, 184, 2397]
- subheading: వరదలో చిక్కుకున్న 162 మంది విద్యార్థులు సురక్షితం: [37, 741, 235, 770]
- color-mark: [95, 2388, 101, 2397]
- masthead-title: సమయం: [314, 20, 529, 57]
- color-mark: [1076, 2388, 1083, 2397]
- body-paragraph: 2026 మార్చి నాటికి దేశంలో నక్సలిజాన్ని పూర్తిగా నిర్మూలిస్తామని ఆయన పునరుద్ఘాటించారు. మావోయిస్టుల అడ్డాగా రాష్ట్రాన్ని మార్చొద్దని హెచ్చరించారు. అభివృద్ధే ఇందుకు అసలైన పరిష్కారమన్నారు.: [257, 232, 405, 311]
- left-column: [24, 70, 247, 1884]
- article-column: [413, 489, 630, 962]
- color-mark: [207, 2388, 214, 2397]
- color-mark: [586, 2388, 592, 2397]
- color-mark: [943, 2388, 950, 2397]
- color-mark: [1363, 2388, 1369, 2397]
- body-paragraph: ఈ ఘటనపై ఉన్నతస్థాయి విచారణకు ఆదేశించారు. బాధిత కుటుంబాలకు ప్రభుత్వం తరఫున పరిహారం అందిస్తామని ప్రకటించారు. సహాయక చర్యల్లో ఎన్డీఆర్ఎఫ్, ఎస్డీఆర్ఎఫ్ బృందాలు పాల్గొన్నాయి. ప్రమాద ప్రాంతాల్లో అప్రమత్తంగా ఉండాలని అధికారులను ఆదేశించారు.: [1087, 1908, 1498, 1946]
- print-registration-marks: [24, 2386, 1497, 2399]
- body-paragraph: రైతుల సమస్యల పరిష్కారానికి అధికారులు తక్షణమే చర్యలు చేపట్టాలని ఆదేశించారు. పంట ఉత్పత్తులకు గిట్టుబాటు ధర కల్పించేందుకు ప్రత్యేక యంత్రాంగం ఏర్పాటు చేస్తామన్నారు. ఎరువులు, విత్తనాల కొరత లేకుండా ముందస్తు ఏర్పాట్లు చేశామని వివరించారు. వ్యవసాయ రంగానికి పెట్టుబడి సాయం అందించే అంశాన్ని పరిశీలిస్తున్నామని చెప్పారు.: [413, 490, 630, 582]
- color-mark: [596, 2388, 603, 2397]
- color-mark: [1352, 2388, 1359, 2397]
- article-column: [257, 117, 405, 962]
- color-mark: [923, 2388, 929, 2397]
- subheading: మోదీ పాలనలో దేశానికి రక్షణ: [873, 246, 1008, 260]
- color-mark: [678, 2388, 684, 2397]
- body-paragraph: సమావేశంలో తీసుకున్న నిర్ణయాలను త్వరితగతిన అమలు చేయాలని నిర్ణయించారు. పార్టీ శ్రేణులు సమన్వయంతో పనిచేయాలని పిలుపునిచ్చారు. రానున్న రోజుల్లో సభ్యత్వ నమోదు కార్యక్రమాన్ని ముమ్మరం చేయనున్నట్లు తెలిపారు. క్షేత్రస్థాయి నాయకత్వానికి ప్రాధాన్యం ఇస్తామన్నారు.: [1151, 1036, 1319, 1142]
- color-mark: [146, 2388, 153, 2397]
- website-url: www.samayamdaily.net: [1239, 30, 1437, 52]
- color-mark: [1383, 2388, 1390, 2397]
- color-mark: [1179, 2388, 1186, 2397]
- color-mark: [841, 2388, 848, 2397]
- article-column: [1178, 117, 1326, 962]
- body-paragraph: ఈ ఘటనపై ఉన్నతస్థాయి విచారణకు ఆదేశించారు. బాధిత కుటుంబాలకు ప్రభుత్వం తరఫున పరిహారం అందిస్తామని ప్రకటించారు. సహాయక చర్యల్లో ఎన్డీఆర్ఎఫ్, ఎస్డీఆర్ఎఫ్ బృందాలు పాల్గొన్నాయి. ప్రమాద ప్రాంతాల్లో అప్రమత్తంగా ఉండాలని అధికారులను ఆదేశించారు.: [1022, 118, 1170, 224]
- body-paragraph: గత ఎన్నికల్లో ఇచ్చిన హామీలను అమలు చేయడంలో ప్రభుత్వం విఫలమైందని విమర్శించారు. ప్రజల ఆకాంక్షలకు అనుగుణంగా పాలన సాగాలని సూచించారు. క్షేత్రస్థాయిలో పర్యటించి ప్రజల ఇబ్బందులను తెలుసుకోవాలని కోరారు. నియోజకవర్గాల అభివృద్ధికి నిధులు విడుదల చేయాలని విజ్ఞప్తి చేశారు.: [674, 2006, 871, 2098]
- color-mark: [514, 2388, 521, 2397]
- color-mark: [115, 2388, 122, 2397]
- body-paragraph: గత ఎన్నికల్లో ఇచ్చిన హామీలను అమలు చేయడంలో ప్రభుత్వం విఫలమైందని విమర్శించారు. ప్రజల ఆకాంక్షలకు అనుగుణంగా పాలన సాగాలని సూచించారు. క్షేత్రస్థాయిలో పర్యటించి ప్రజల ఇబ్బందులను తెలుసుకోవాలని కోరారు. నియోజకవర్గాల అభివృద్ధికి నిధులు విడుదల చేయాలని విజ్ఞప్తి చేశారు.: [1178, 426, 1326, 545]
- color-mark: [105, 2388, 112, 2397]
- color-mark: [1516, 2388, 1519, 2397]
- color-mark: [708, 2388, 715, 2397]
- color-mark: [882, 2388, 889, 2397]
- bullet-line: * పసుపు పంటలకు మద్దతు ధర ప్రకటించాలి: [674, 1656, 840, 1668]
- color-mark: [412, 2388, 418, 2397]
- color-mark: [852, 2388, 858, 2397]
- color-mark: [1015, 2388, 1022, 2397]
- color-mark: [228, 2388, 234, 2397]
- color-mark: [1219, 2388, 1226, 2397]
- main-headline: మావోయిస్టుల అడ్డాగా రాష్ట్రాన్ని మార్చొద్దు: [608, 67, 1147, 105]
- body-paragraph: గత ఎన్నికల్లో ఇచ్చిన హామీలను అమలు చేయడంలో ప్రభుత్వం విఫలమైందని విమర్శించారు. ప్రజల ఆకాంక్షలకు అనుగుణంగా పాలన సాగాలని సూచించారు. క్షేత్రస్థాయిలో పర్యటించి ప్రజల ఇబ్బందులను తెలుసుకోవాలని కోరారు. నియోజకవర్గాల అభివృద్ధికి నిధులు విడుదల చేయాలని విజ్ఞప్తి చేశారు.: [866, 118, 1015, 237]
- page-number-badge: 2: [1455, 21, 1497, 61]
